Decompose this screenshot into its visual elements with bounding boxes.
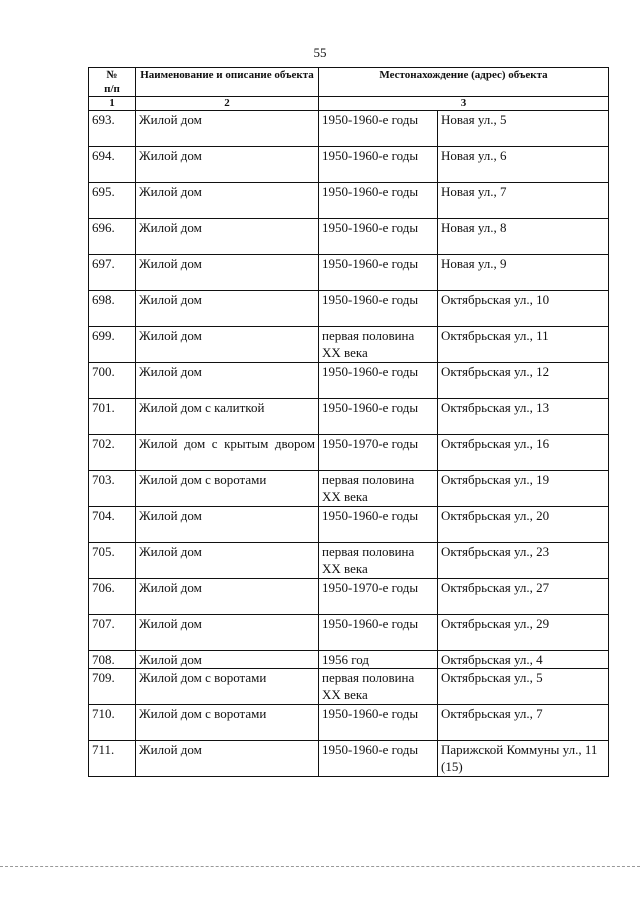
object-name: Жилой дом bbox=[136, 147, 319, 183]
object-address: Октябрьская ул., 11 bbox=[438, 327, 609, 363]
table-row bbox=[89, 399, 609, 435]
row-number: 698. bbox=[89, 291, 136, 327]
table-row bbox=[89, 363, 609, 399]
row-number: 708. bbox=[89, 651, 136, 669]
object-name: Жилой дом bbox=[136, 651, 319, 669]
table-row bbox=[89, 579, 609, 615]
row-number: 700. bbox=[89, 363, 136, 399]
row-number: 709. bbox=[89, 669, 136, 705]
table-row bbox=[89, 435, 609, 471]
column-number-3: 3 bbox=[319, 97, 609, 111]
object-address: Новая ул., 9 bbox=[438, 255, 609, 291]
table-row bbox=[89, 651, 609, 669]
row-number: 707. bbox=[89, 615, 136, 651]
object-address: Октябрьская ул., 16 bbox=[438, 435, 609, 471]
row-number: 703. bbox=[89, 471, 136, 507]
object-name: Жилой дом bbox=[136, 111, 319, 147]
object-date: 1950-1960-е годы bbox=[319, 741, 438, 777]
table-row bbox=[89, 507, 609, 543]
row-number: 697. bbox=[89, 255, 136, 291]
object-date: 1950-1960-е годы bbox=[319, 183, 438, 219]
table-row bbox=[89, 741, 609, 777]
object-address: Новая ул., 7 bbox=[438, 183, 609, 219]
table-row bbox=[89, 219, 609, 255]
object-date: 1950-1960-е годы bbox=[319, 705, 438, 741]
object-address: Октябрьская ул., 13 bbox=[438, 399, 609, 435]
table-row bbox=[89, 291, 609, 327]
page-bottom-line bbox=[0, 866, 640, 867]
row-number: 694. bbox=[89, 147, 136, 183]
table-row bbox=[89, 669, 609, 705]
row-number: 704. bbox=[89, 507, 136, 543]
object-date: первая половина XX века bbox=[319, 669, 438, 705]
object-date: 1950-1960-е годы bbox=[319, 219, 438, 255]
table-row bbox=[89, 471, 609, 507]
table-row bbox=[89, 327, 609, 363]
object-name: Жилой дом с воротами bbox=[136, 669, 319, 705]
object-date: первая половина XX века bbox=[319, 327, 438, 363]
object-date: первая половина XX века bbox=[319, 543, 438, 579]
object-name: Жилой дом bbox=[136, 327, 319, 363]
table-header-row bbox=[89, 68, 609, 97]
object-name: Жилой дом с крытым двором bbox=[136, 435, 319, 471]
object-address: Парижской Коммуны ул., 11 (15) bbox=[438, 741, 609, 777]
header-name: Наименование и описание объекта bbox=[136, 68, 319, 97]
object-name: Жилой дом bbox=[136, 291, 319, 327]
table-row bbox=[89, 111, 609, 147]
object-date: 1950-1960-е годы bbox=[319, 615, 438, 651]
object-date: 1950-1960-е годы bbox=[319, 507, 438, 543]
object-name: Жилой дом bbox=[136, 741, 319, 777]
row-number: 695. bbox=[89, 183, 136, 219]
object-address: Октябрьская ул., 12 bbox=[438, 363, 609, 399]
header-number: № п/п bbox=[89, 68, 136, 97]
table-row bbox=[89, 705, 609, 741]
row-number: 711. bbox=[89, 741, 136, 777]
table-row bbox=[89, 183, 609, 219]
object-name: Жилой дом с воротами bbox=[136, 705, 319, 741]
object-date: 1950-1960-е годы bbox=[319, 399, 438, 435]
object-name: Жилой дом bbox=[136, 363, 319, 399]
object-address: Новая ул., 5 bbox=[438, 111, 609, 147]
object-address: Октябрьская ул., 7 bbox=[438, 705, 609, 741]
object-date: 1950-1960-е годы bbox=[319, 291, 438, 327]
table-row bbox=[89, 255, 609, 291]
object-address: Новая ул., 6 bbox=[438, 147, 609, 183]
row-number: 701. bbox=[89, 399, 136, 435]
object-name: Жилой дом bbox=[136, 507, 319, 543]
object-address: Октябрьская ул., 10 bbox=[438, 291, 609, 327]
object-address: Октябрьская ул., 27 bbox=[438, 579, 609, 615]
row-number: 702. bbox=[89, 435, 136, 471]
object-address: Октябрьская ул., 5 bbox=[438, 669, 609, 705]
object-address: Октябрьская ул., 20 bbox=[438, 507, 609, 543]
object-address: Октябрьская ул., 29 bbox=[438, 615, 609, 651]
object-name: Жилой дом с калиткой bbox=[136, 399, 319, 435]
object-date: 1950-1960-е годы bbox=[319, 111, 438, 147]
table-body bbox=[89, 111, 609, 777]
object-address: Новая ул., 8 bbox=[438, 219, 609, 255]
object-name: Жилой дом bbox=[136, 615, 319, 651]
object-name: Жилой дом bbox=[136, 183, 319, 219]
object-name: Жилой дом bbox=[136, 255, 319, 291]
object-date: 1950-1960-е годы bbox=[319, 255, 438, 291]
header-location: Местонахождение (адрес) объекта bbox=[319, 68, 609, 97]
object-name: Жилой дом с воротами bbox=[136, 471, 319, 507]
object-date: 1950-1960-е годы bbox=[319, 147, 438, 183]
object-date: 1950-1970-е годы bbox=[319, 435, 438, 471]
table-row bbox=[89, 543, 609, 579]
page-number: 55 bbox=[313, 45, 327, 60]
heritage-objects-table bbox=[88, 67, 609, 777]
object-date: 1956 год bbox=[319, 651, 438, 669]
object-date: 1950-1970-е годы bbox=[319, 579, 438, 615]
object-name: Жилой дом bbox=[136, 543, 319, 579]
column-number-1: 1 bbox=[89, 97, 136, 111]
row-number: 699. bbox=[89, 327, 136, 363]
object-date: первая половина XX века bbox=[319, 471, 438, 507]
row-number: 693. bbox=[89, 111, 136, 147]
column-number-2: 2 bbox=[136, 97, 319, 111]
object-address: Октябрьская ул., 23 bbox=[438, 543, 609, 579]
object-name: Жилой дом bbox=[136, 579, 319, 615]
object-name: Жилой дом bbox=[136, 219, 319, 255]
column-number-row bbox=[89, 97, 609, 111]
table-row bbox=[89, 615, 609, 651]
table-row bbox=[89, 147, 609, 183]
row-number: 696. bbox=[89, 219, 136, 255]
object-date: 1950-1960-е годы bbox=[319, 363, 438, 399]
row-number: 710. bbox=[89, 705, 136, 741]
object-address: Октябрьская ул., 4 bbox=[438, 651, 609, 669]
row-number: 705. bbox=[89, 543, 136, 579]
row-number: 706. bbox=[89, 579, 136, 615]
object-address: Октябрьская ул., 19 bbox=[438, 471, 609, 507]
